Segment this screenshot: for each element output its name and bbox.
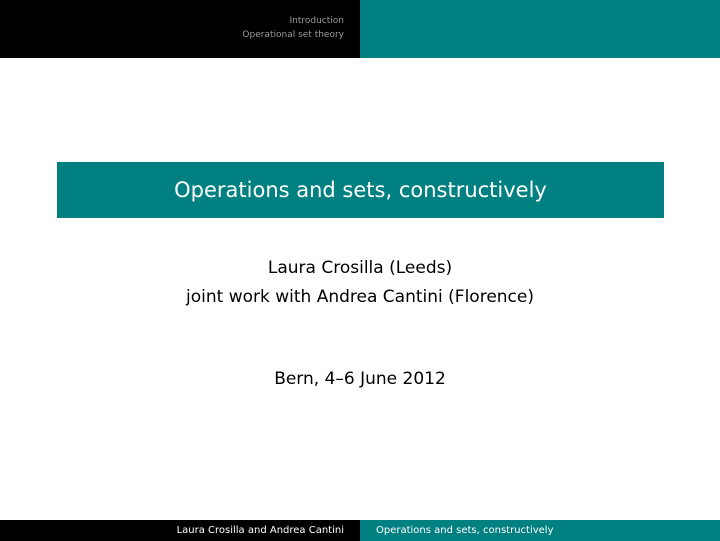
footer-authors: Laura Crosilla and Andrea Cantini xyxy=(0,520,360,541)
nav-link-introduction[interactable]: Introduction xyxy=(289,16,344,26)
header-accent-panel xyxy=(360,0,720,58)
footer-title: Operations and sets, constructively xyxy=(360,520,720,541)
footer-bar xyxy=(0,520,720,541)
slide-title: Operations and sets, constructively xyxy=(174,178,547,202)
author-block xyxy=(0,254,720,312)
header-bar xyxy=(0,0,720,58)
author-line-1: Laura Crosilla (Leeds) xyxy=(267,258,453,278)
author-line-2: joint work with Andrea Cantini (Florence) xyxy=(186,287,534,307)
nav-link-operational-set-theory[interactable]: Operational set theory xyxy=(242,30,344,40)
slide-date: Bern, 4–6 June 2012 xyxy=(274,369,446,389)
title-box xyxy=(57,162,664,218)
section-navigation xyxy=(0,0,360,58)
